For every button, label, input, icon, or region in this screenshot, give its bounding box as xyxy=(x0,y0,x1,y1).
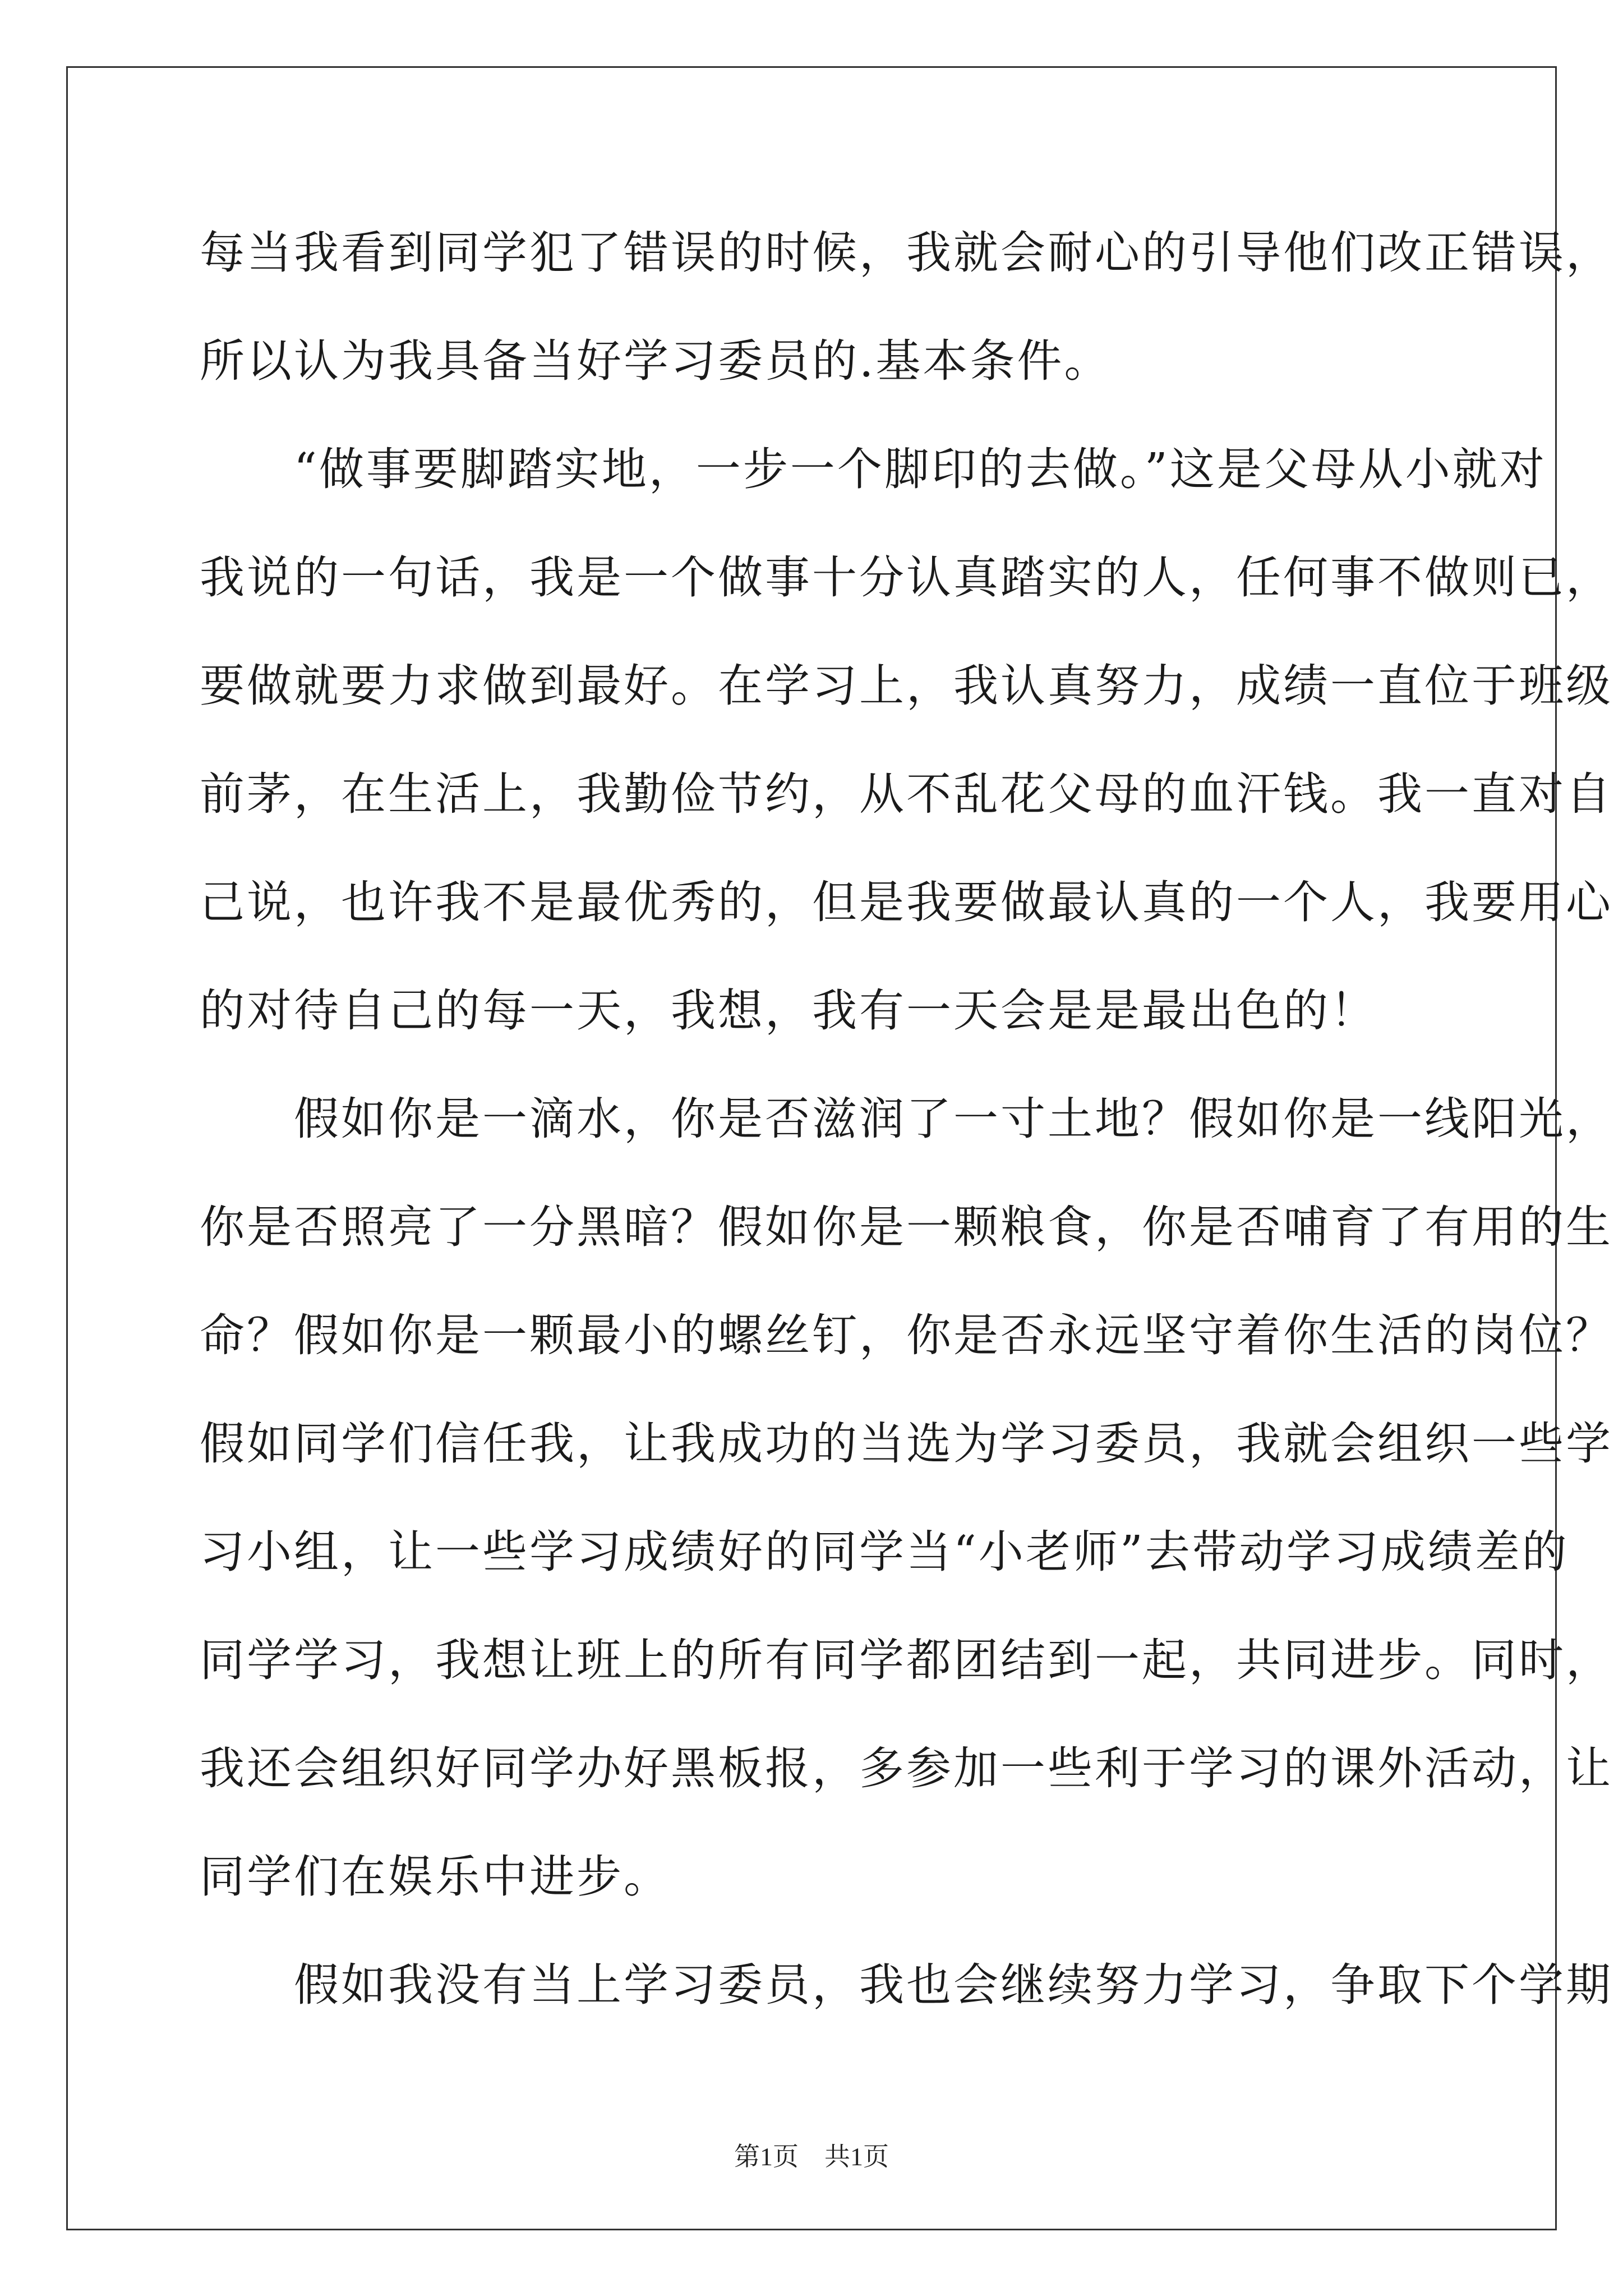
text-line: 前茅，在生活上，我勤俭节约，从不乱花父母的血汗钱。我一直对自 xyxy=(200,768,1613,820)
text-line: 假如同学们信任我，让我成功的当选为学习委员，我就会组织一些学 xyxy=(200,1418,1613,1470)
text-line: 同学们在娱乐中进步。 xyxy=(200,1851,671,1903)
text-line: 命？假如你是一颗最小的螺丝钉，你是否永远坚守着你生活的岗位？ xyxy=(200,1309,1613,1361)
text-line: 你是否照亮了一分黑暗？假如你是一颗粮食，你是否哺育了有用的生 xyxy=(200,1201,1613,1253)
text-line: 要做就要力求做到最好。在学习上，我认真努力，成绩一直位于班级 xyxy=(200,660,1613,712)
text-line: 所以认为我具备当好学习委员的.基本条件。 xyxy=(200,335,1112,387)
document-body xyxy=(200,199,1613,2039)
page-number-footer: 第1页 共1页 xyxy=(734,2142,889,2171)
text-line: 习小组，让一些学习成绩好的同学当“小老师”去带动学习成绩差的 xyxy=(200,1526,1569,1578)
text-line: 每当我看到同学犯了错误的时候，我就会耐心的引导他们改正错误， xyxy=(200,227,1613,279)
text-line: 同学学习，我想让班上的所有同学都团结到一起，共同进步。同时， xyxy=(200,1634,1613,1686)
text-line: 假如你是一滴水，你是否滋润了一寸土地？假如你是一线阳光， xyxy=(200,1093,1613,1145)
text-line: 的对待自己的每一天，我想，我有一天会是是最出色的！ xyxy=(200,984,1377,1037)
text-line: 我还会组织好同学办好黑板报，多参加一些利于学习的课外活动，让 xyxy=(200,1742,1613,1795)
text-line: “做事要脚踏实地，一步一个脚印的去做。”这是父母从小就对 xyxy=(200,443,1547,495)
text-line: 假如我没有当上学习委员，我也会继续努力学习，争取下个学期 xyxy=(200,1959,1613,2011)
text-line: 我说的一句话，我是一个做事十分认真踏实的人，任何事不做则已， xyxy=(200,551,1613,604)
text-line: 己说，也许我不是最优秀的，但是我要做最认真的一个人，我要用心 xyxy=(200,876,1613,928)
